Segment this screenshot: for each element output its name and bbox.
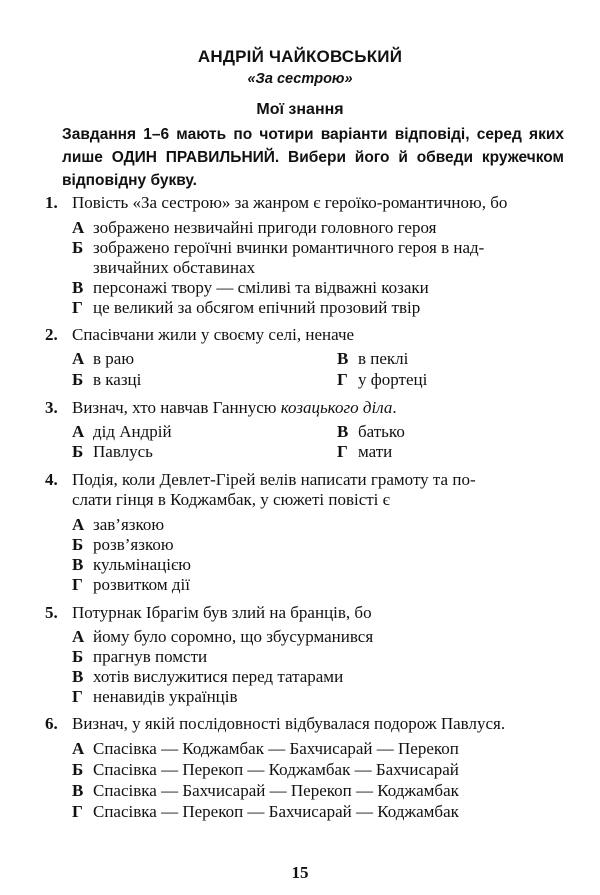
option-d[interactable]	[337, 370, 427, 390]
option-letter: В	[72, 667, 84, 686]
section-title: Мої знання	[256, 101, 344, 118]
question-text: слати гінця в Коджамбак, у сюжеті повісті є	[72, 490, 390, 509]
option-text: в раю	[93, 349, 135, 368]
option-c[interactable]	[337, 422, 405, 442]
option-letter: А	[72, 349, 85, 368]
option-letter: А	[72, 739, 85, 758]
question-number: 4.	[45, 470, 58, 489]
option-letter: Б	[72, 760, 84, 779]
option-b[interactable]	[72, 238, 484, 258]
option-text: ненавидів українців	[93, 687, 238, 706]
option-b[interactable]	[72, 442, 153, 462]
question-text: Спасівчани жили у своєму селі, неначе	[72, 325, 355, 344]
question-number: 5.	[45, 603, 58, 622]
question-text: Визнач, хто навчав Ганнусю козацького діла.	[72, 398, 397, 417]
question-text: Потурнак Ібрагім був злий на бранців, бо	[72, 603, 372, 622]
work-title: «За сестрою»	[247, 71, 353, 87]
option-letter: А	[72, 218, 85, 237]
option-text: хотів вислужитися перед татарами	[93, 667, 344, 686]
option-text: мати	[358, 442, 393, 461]
option-b[interactable]	[72, 647, 207, 667]
option-c[interactable]	[72, 667, 343, 687]
option-letter: В	[72, 278, 84, 297]
option-d[interactable]	[72, 575, 190, 595]
option-b[interactable]	[72, 370, 141, 390]
option-a[interactable]	[72, 739, 459, 759]
option-letter: А	[72, 422, 85, 441]
option-letter: А	[72, 627, 85, 646]
option-text: в пеклі	[358, 349, 409, 368]
option-b-continuation	[93, 258, 255, 278]
option-a[interactable]	[72, 515, 164, 535]
option-letter: Б	[72, 238, 84, 257]
option-text: Спасівка — Коджамбак — Бахчисарай — Перекоп	[93, 739, 459, 758]
option-letter: Б	[72, 647, 84, 666]
question-number: 2.	[45, 325, 58, 344]
option-letter: Г	[337, 370, 348, 389]
option-text: звичайних обставинах	[93, 258, 256, 277]
option-text: у фортеці	[358, 370, 428, 389]
option-d[interactable]	[72, 298, 420, 318]
author-heading: АНДРІЙ ЧАЙКОВСЬКИЙ	[197, 47, 403, 66]
question-text-emphasis: козацького діла	[280, 398, 393, 417]
option-letter: В	[72, 781, 84, 800]
option-text: зображено незвичайні пригоди головного героя	[93, 218, 437, 237]
option-a[interactable]	[72, 422, 172, 442]
option-letter: Г	[337, 442, 348, 461]
option-text: Спасівка — Бахчисарай — Перекоп — Коджамбак	[93, 781, 459, 800]
option-a[interactable]	[72, 627, 373, 647]
option-text: зображено героїчні вчинки романтичного героя в над-	[93, 238, 485, 257]
option-text: Павлусь	[93, 442, 153, 461]
question-number: 3.	[45, 398, 58, 417]
option-c[interactable]	[72, 555, 191, 575]
option-c[interactable]	[72, 278, 429, 298]
question-number: 6.	[45, 714, 58, 733]
option-text: батько	[358, 422, 405, 441]
option-letter: А	[72, 515, 85, 534]
question-text: Подія, коли Девлет-Гірей велів написати грамоту та по-	[72, 470, 476, 489]
option-d[interactable]	[72, 687, 238, 707]
instructions: Завдання 1–6 мають по чотири варіанти відповіді, серед яких лише ОДИН ПРАВИЛЬНИЙ. Вибери його й обведи кружечком відповідну букву.	[62, 126, 564, 189]
option-a[interactable]	[72, 218, 436, 238]
option-c[interactable]	[72, 781, 459, 801]
option-b[interactable]	[72, 535, 174, 555]
option-text: розвитком дії	[93, 575, 190, 594]
question-number: 1.	[45, 193, 58, 212]
option-text: зав’язкою	[93, 515, 165, 534]
option-letter: В	[337, 422, 349, 441]
option-d[interactable]	[72, 802, 459, 822]
option-text: дід Андрій	[93, 422, 172, 441]
option-letter: Г	[72, 802, 83, 821]
question-text: Визнач, у якій послідовності відбувалася подорож Павлуся.	[72, 714, 506, 733]
option-letter: Б	[72, 535, 84, 554]
page-number: 15	[291, 863, 309, 882]
option-text: Спасівка — Перекоп — Коджамбак — Бахчисарай	[93, 760, 459, 779]
option-letter: В	[337, 349, 349, 368]
option-letter: Б	[72, 370, 84, 389]
option-text: це великий за обсягом епічний прозовий твір	[93, 298, 421, 317]
option-letter: Г	[72, 298, 83, 317]
option-a[interactable]	[72, 349, 134, 369]
option-text: в казці	[93, 370, 142, 389]
option-letter: В	[72, 555, 84, 574]
option-text: кульмінацією	[93, 555, 191, 574]
option-text: Спасівка — Перекоп — Бахчисарай — Коджамбак	[93, 802, 459, 821]
option-text: йому було соромно, що збусурманився	[93, 627, 374, 646]
question-text: Повість «За сестрою» за жанром є героїко-романтичною, бо	[72, 193, 508, 212]
option-text: прагнув помсти	[93, 647, 208, 666]
option-d[interactable]	[337, 442, 392, 462]
option-text: розв’язкою	[93, 535, 174, 554]
option-letter: Г	[72, 575, 83, 594]
option-letter: Б	[72, 442, 84, 461]
option-c[interactable]	[337, 349, 408, 369]
option-b[interactable]	[72, 760, 459, 780]
option-text: персонажі твору — сміливі та відважні козаки	[93, 278, 429, 297]
option-letter: Г	[72, 687, 83, 706]
